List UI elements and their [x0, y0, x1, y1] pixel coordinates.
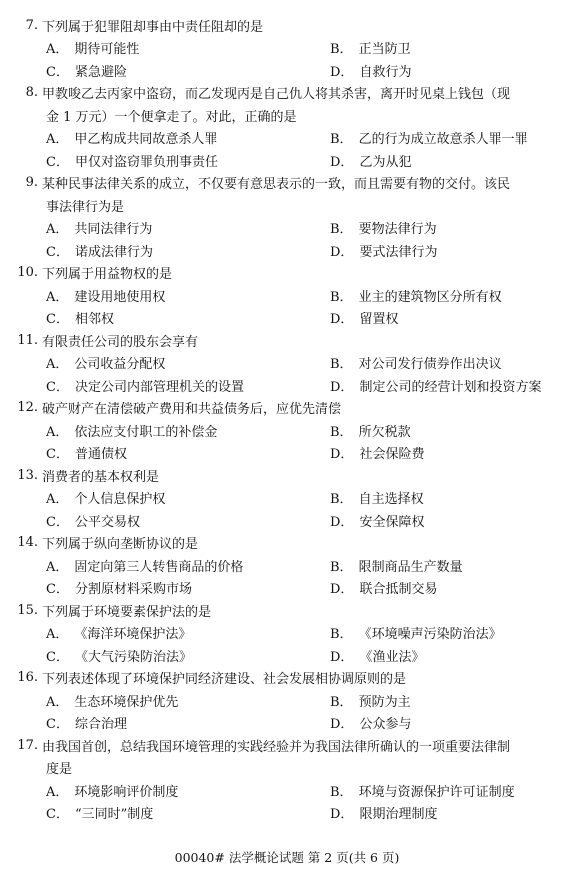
question-stem [0, 532, 574, 555]
option-letter: D． [330, 649, 354, 665]
option-text: 正当防卫 [358, 42, 411, 58]
question-stem [0, 599, 574, 622]
question-stem [0, 172, 574, 195]
option-text: 个人信息保护权 [74, 492, 166, 508]
option-letter: C． [46, 244, 69, 260]
answer-option [330, 509, 574, 532]
answer-option [330, 149, 574, 172]
answer-option [330, 442, 574, 465]
question-text: 下列表述体现了环境保护同经济建设、社会发展相协调原则的是 [42, 672, 407, 688]
answer-option [330, 419, 574, 442]
answer-option [0, 779, 330, 802]
question-stem [0, 82, 574, 105]
option-letter: B． [330, 559, 353, 575]
option-letter: B． [330, 357, 353, 373]
answer-option [330, 239, 574, 262]
question-text: 下列属于纵向垄断协议的是 [42, 537, 199, 553]
option-text: 制定公司的经营计划和投资方案 [359, 379, 542, 395]
answer-option [0, 644, 330, 667]
answer-options [0, 217, 574, 262]
option-letter: A． [46, 492, 69, 508]
option-text: 依法应支付职工的补偿金 [74, 424, 218, 440]
option-letter: C． [46, 807, 69, 823]
option-letter: A． [46, 694, 69, 710]
option-letter: B． [330, 627, 353, 643]
option-letter: D． [330, 717, 354, 733]
answer-option [330, 554, 574, 577]
answer-option [0, 487, 330, 510]
answer-option [0, 352, 330, 375]
option-letter: A． [46, 289, 69, 305]
option-text: 综合治理 [74, 717, 127, 733]
question-stem [0, 734, 574, 757]
answer-option [330, 352, 574, 375]
option-letter: B． [330, 222, 353, 238]
option-text: 留置权 [359, 312, 399, 328]
answer-option [0, 622, 330, 645]
answer-options [0, 352, 574, 397]
option-text: 《环境噪声污染防治法》 [358, 627, 502, 643]
option-text: 所欠税款 [358, 424, 411, 440]
option-text: 固定向第三人转售商品的价格 [74, 559, 244, 575]
option-letter: A． [46, 784, 69, 800]
answer-options [0, 284, 574, 329]
question-text: 有限责任公司的股东会享有 [42, 334, 199, 350]
answer-option [330, 59, 574, 82]
option-text: 乙为从犯 [359, 154, 412, 170]
option-text: 限制商品生产数量 [358, 559, 463, 575]
answer-option [0, 554, 330, 577]
option-letter: B． [330, 132, 353, 148]
question-item [0, 172, 574, 262]
question-item [0, 262, 574, 330]
question-stem-continued [0, 194, 574, 217]
question-number: 9. [25, 175, 38, 191]
option-letter: C． [46, 64, 69, 80]
option-letter: D． [330, 379, 354, 395]
option-letter: A． [46, 42, 69, 58]
option-text: 社会保险费 [359, 447, 425, 463]
question-item [0, 599, 574, 667]
answer-option [0, 59, 330, 82]
answer-option [0, 37, 330, 60]
question-stem-continued [0, 104, 574, 127]
question-text: 破产财产在清偿破产费用和共益债务后，应优先清偿 [42, 402, 342, 418]
answer-option [330, 644, 574, 667]
answer-option [330, 779, 574, 802]
answer-option [0, 689, 330, 712]
answer-option [330, 37, 574, 60]
option-letter: C． [46, 379, 69, 395]
option-letter: D． [330, 582, 354, 598]
answer-option [330, 487, 574, 510]
option-text: 期待可能性 [74, 42, 140, 58]
question-number: 15. [17, 602, 38, 618]
option-text: 相邻权 [74, 312, 114, 328]
answer-options [0, 127, 574, 172]
answer-option [330, 712, 574, 735]
option-text: 环境影响评价制度 [74, 784, 179, 800]
question-number: 8. [25, 85, 38, 101]
answer-option [0, 149, 330, 172]
option-letter: B． [330, 492, 353, 508]
question-text: 下列属于环境要素保护法的是 [42, 604, 212, 620]
option-text: 生态环境保护优先 [74, 694, 179, 710]
question-stem-continued [0, 757, 574, 780]
question-item [0, 464, 574, 532]
option-letter: B． [330, 694, 353, 710]
question-text: 下列属于犯罪阻却事由中责任阻却的是 [42, 19, 264, 35]
option-text: 公平交易权 [74, 514, 140, 530]
question-list [0, 14, 574, 824]
answer-option [330, 307, 574, 330]
answer-option [0, 509, 330, 532]
answer-option [330, 689, 574, 712]
question-item [0, 14, 574, 82]
option-text: 公司收益分配权 [74, 357, 166, 373]
option-letter: C． [46, 649, 69, 665]
question-number: 13. [17, 467, 38, 483]
question-stem [0, 464, 574, 487]
option-letter: D． [330, 312, 354, 328]
option-text: 《大气污染防治法》 [74, 649, 192, 665]
answer-option [330, 217, 574, 240]
option-letter: A． [46, 357, 69, 373]
answer-option [0, 577, 330, 600]
question-stem [0, 262, 574, 285]
option-text: 预防为主 [358, 694, 411, 710]
question-stem [0, 329, 574, 352]
option-letter: D． [330, 154, 354, 170]
answer-options [0, 779, 574, 824]
option-text: 《海洋环境保护法》 [74, 627, 192, 643]
option-text: 《渔业法》 [359, 649, 425, 665]
option-text: 限期治理制度 [359, 807, 438, 823]
answer-options [0, 37, 574, 82]
answer-option [330, 802, 574, 825]
question-stem [0, 667, 574, 690]
option-letter: C． [46, 514, 69, 530]
option-letter: D． [330, 244, 354, 260]
option-letter: B． [330, 42, 353, 58]
question-text: 事法律行为是 [46, 199, 125, 215]
answer-option [0, 127, 330, 150]
question-number: 14. [17, 535, 38, 551]
question-number: 12. [17, 400, 38, 416]
option-letter: D． [330, 64, 354, 80]
question-text: 下列属于用益物权的是 [42, 267, 173, 283]
question-text: 由我国首创，总结我国环境管理的实践经验并为我国法律所确认的一项重要法律制 [42, 739, 511, 755]
question-item [0, 329, 574, 397]
answer-option [0, 442, 330, 465]
option-text: 共同法律行为 [74, 222, 153, 238]
question-text: 度是 [46, 762, 73, 778]
option-letter: B． [330, 289, 353, 305]
option-text: 甲仅对盗窃罪负刑事责任 [74, 154, 218, 170]
option-text: 乙的行为成立故意杀人罪一罪 [358, 132, 528, 148]
answer-option [0, 374, 330, 397]
option-text: 环境与资源保护许可证制度 [358, 784, 515, 800]
option-text: 要式法律行为 [359, 244, 438, 260]
question-item [0, 397, 574, 465]
option-letter: A． [46, 424, 69, 440]
option-letter: C． [46, 154, 69, 170]
answer-option [0, 712, 330, 735]
question-number: 10. [17, 265, 38, 281]
answer-options [0, 554, 574, 599]
option-text: “三同时”制度 [74, 807, 154, 823]
answer-options [0, 689, 574, 734]
question-text: 甲教唆乙去丙家中盗窃，而乙发现丙是自己仇人将其杀害，离开时见桌上钱包（现 [42, 87, 511, 103]
option-letter: C． [46, 447, 69, 463]
option-text: 要物法律行为 [358, 222, 437, 238]
option-text: 决定公司内部管理机关的设置 [74, 379, 244, 395]
option-letter: B． [330, 784, 353, 800]
option-letter: B． [330, 424, 353, 440]
question-number: 16. [17, 670, 38, 686]
question-text: 金 1 万元）一个便拿走了。对此，正确的是 [46, 109, 297, 125]
question-item [0, 532, 574, 600]
answer-option [0, 307, 330, 330]
option-text: 普通债权 [74, 447, 127, 463]
answer-options [0, 622, 574, 667]
answer-option [330, 127, 574, 150]
question-item [0, 734, 574, 824]
option-text: 建设用地使用权 [74, 289, 166, 305]
answer-option [330, 374, 574, 397]
question-number: 7. [25, 17, 38, 33]
option-letter: A． [46, 222, 69, 238]
answer-option [0, 217, 330, 240]
answer-option [0, 802, 330, 825]
option-letter: C． [46, 312, 69, 328]
option-letter: C． [46, 582, 69, 598]
option-text: 自主选择权 [358, 492, 424, 508]
option-letter: A． [46, 627, 69, 643]
question-item [0, 667, 574, 735]
answer-option [330, 284, 574, 307]
option-text: 分割原材料采购市场 [74, 582, 192, 598]
question-number: 17. [17, 737, 38, 753]
option-text: 紧急避险 [74, 64, 127, 80]
answer-option [0, 419, 330, 442]
question-item [0, 82, 574, 172]
page-footer: 00040# 法学概论试题 第 2 页(共 6 页) [174, 850, 400, 865]
answer-option [330, 577, 574, 600]
option-letter: D． [330, 447, 354, 463]
question-stem [0, 397, 574, 420]
option-letter: D． [330, 514, 354, 530]
option-text: 对公司发行债券作出决议 [358, 357, 502, 373]
question-stem [0, 14, 574, 37]
option-text: 业主的建筑物区分所有权 [358, 289, 502, 305]
option-text: 联合抵制交易 [359, 582, 438, 598]
option-text: 安全保障权 [359, 514, 425, 530]
option-text: 诺成法律行为 [74, 244, 153, 260]
option-letter: D． [330, 807, 354, 823]
option-letter: A． [46, 559, 69, 575]
option-text: 甲乙构成共同故意杀人罪 [74, 132, 218, 148]
question-text: 消费者的基本权利是 [42, 469, 160, 485]
answer-option [0, 239, 330, 262]
option-letter: C． [46, 717, 69, 733]
option-letter: A． [46, 132, 69, 148]
option-text: 自救行为 [359, 64, 412, 80]
question-number: 11. [17, 332, 38, 348]
answer-options [0, 419, 574, 464]
answer-options [0, 487, 574, 532]
option-text: 公众参与 [359, 717, 412, 733]
answer-option [0, 284, 330, 307]
answer-option [330, 622, 574, 645]
question-text: 某种民事法律关系的成立，不仅要有意思表示的一致，而且需要有物的交付。该民 [42, 177, 511, 193]
